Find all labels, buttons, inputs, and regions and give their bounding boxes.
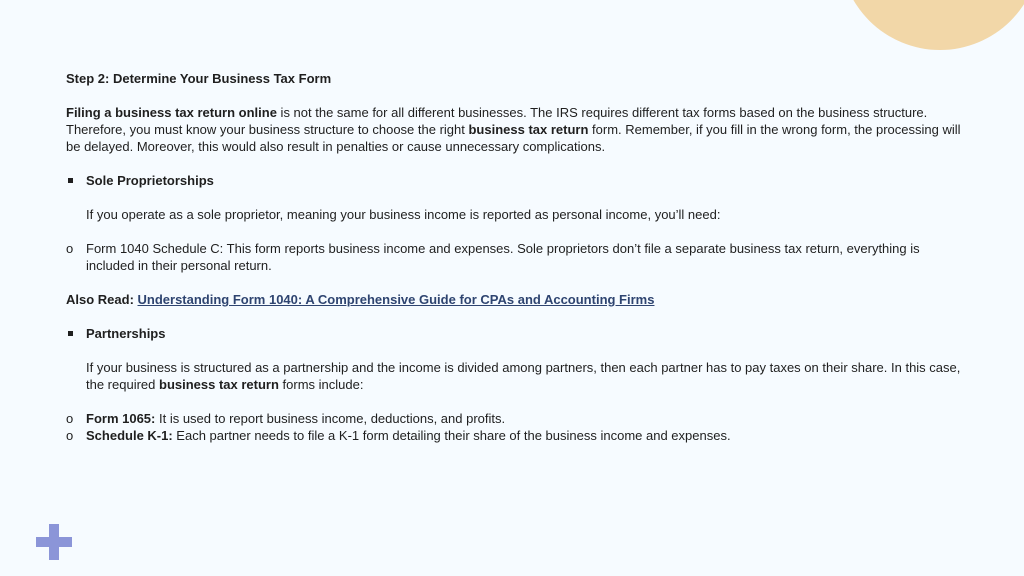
intro-text-1: is not the same for all different businesses. The IRS requires different tax forms based on the business structure. Therefore, you must know your business structure to choose the right (66, 105, 928, 137)
item-bold: Form 1065: (86, 411, 156, 426)
also-read-label: Also Read: (66, 292, 138, 307)
intro-text-2: form. Remember, if you fill in the wrong form, the processing will be delayed. Moreover, this would also result in penalties or cause unnecessary complications. (66, 122, 961, 154)
partnerships-desc-1: If your business is structured as a partnership and the income is divided among partners, then each partner has to pay taxes on their share. In this case, the required (86, 360, 961, 392)
plus-icon (36, 524, 72, 560)
decorative-blob (840, 0, 1024, 50)
circle-bullet-icon: o (66, 428, 74, 443)
intro-bold-2: business tax return (468, 122, 589, 137)
partnerships-title: Partnerships (86, 326, 166, 341)
sole-proprietorships-title: Sole Proprietorships (86, 173, 214, 188)
circle-bullet-icon: o (66, 411, 74, 426)
square-bullet-icon (66, 172, 86, 189)
intro-bold-1: Filing a business tax return online (66, 105, 277, 120)
circle-bullet-icon: o (66, 241, 74, 256)
partnerships-description (66, 359, 966, 393)
also-read-link[interactable]: Understanding Form 1040: A Comprehensive Guide for CPAs and Accounting Firms (137, 292, 655, 307)
item-text: It is used to report business income, deductions, and profits. (155, 411, 506, 426)
partnership-item-text (86, 410, 505, 427)
article-content (66, 70, 966, 444)
also-read (66, 291, 966, 308)
square-bullet-icon (66, 325, 86, 342)
partnership-item-text (86, 427, 731, 444)
intro-paragraph (66, 104, 966, 155)
sole-proprietorships-bullet (66, 172, 966, 189)
section-heading: Step 2: Determine Your Business Tax Form (66, 71, 332, 86)
partnerships-desc-bold: business tax return (159, 377, 279, 392)
item-text: Each partner needs to file a K-1 form detailing their share of the business income and expenses. (172, 428, 731, 443)
sole-description: If you operate as a sole proprietor, meaning your business income is reported as personal income, you’ll need: (86, 207, 721, 222)
partnerships-desc-2: forms include: (278, 377, 364, 392)
partnership-list-item (66, 427, 966, 444)
sole-item-text: Form 1040 Schedule C: This form reports business income and expenses. Sole proprietors don’t file a separate business tax return, everything is included in their personal return. (86, 241, 920, 273)
partnerships-bullet (66, 325, 966, 342)
sole-list-item (66, 240, 966, 274)
item-bold: Schedule K-1: (86, 428, 173, 443)
partnership-list-item (66, 410, 966, 427)
